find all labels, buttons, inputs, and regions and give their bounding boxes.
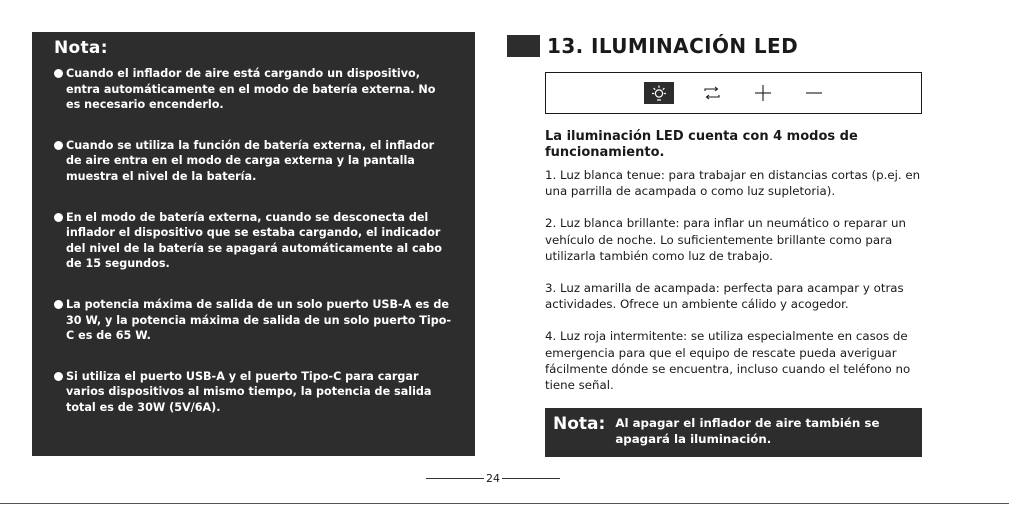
bullet-dot-icon [54,213,63,222]
bullet-dot-icon [54,300,63,309]
led-mode-item: 4. Luz roja intermitente: se utiliza especialmente en casos de emergencia para que el equipo de rescate pueda averiguar fácilmente dónde se encuentra, incluso cuando el teléfono no tiene señal. [545,329,911,393]
bullet-dot-icon [54,141,63,150]
cycle-icon [697,82,727,104]
page-footer [426,472,560,485]
bottom-rule [0,503,1009,504]
left-note-bullet-list [54,66,453,416]
bullet-dot-icon [54,69,63,78]
footer-line-left [426,478,484,479]
section-title: 13. ILUMINACIÓN LED [547,34,799,58]
section-marker [507,35,540,57]
section-header [507,33,798,59]
bullet-item [54,369,453,416]
led-mode-item: 1. Luz blanca tenue: para trabajar en distancias cortas (p.ej. en una parrilla de acampada o como luz supletoria). [545,168,921,199]
led-mode-item: 3. Luz amarilla de acampada: perfecta para acampar y otras actividades. Ofrece un ambiente cálido y acogedor. [545,281,904,312]
bullet-dot-icon [54,372,63,381]
led-control-bar [545,72,922,114]
bullet-text: Si utiliza el puerto USB-A y el puerto Tipo-C para cargar varios dispositivos al mismo tiempo, la potencia de salida total es de 30W (5V/6A). [66,369,432,414]
page-number: 24 [486,472,500,485]
bullet-item [54,138,453,185]
bullet-text: Cuando se utiliza la función de batería externa, el inflador de aire entra en el modo de carga externa y la pantalla muestra el nivel de la batería. [66,138,435,183]
minus-icon [799,82,829,104]
note-text: Al apagar el inflador de aire también se apagará la iluminación. [615,416,880,446]
bullet-text: La potencia máxima de salida de un solo puerto USB-A es de 30 W, y la potencia máxima de salida de un solo puerto Tipo-C es de 65 W. [66,297,452,343]
bullet-text: En el modo de batería externa, cuando se desconecta del inflador el dispositivo que se estaba cargando, el indicador del nivel de la batería se apagará automáticamente al cabo de 15 segundos. [66,210,442,271]
bullet-item [54,66,453,113]
note-label: Nota: [553,414,606,434]
plus-icon [748,82,778,104]
led-content [545,129,930,393]
bullet-item [54,210,453,272]
note-box [545,408,922,457]
led-mode-item: 2. Luz blanca brillante: para inflar un neumático o reparar un vehículo de noche. Lo suficientemente brillante como para utilizarla también como luz de trabajo. [545,216,906,263]
left-note-panel [32,32,475,456]
led-lead-text: La iluminación LED cuenta con 4 modos de funcionamiento. [545,129,858,160]
light-icon [644,82,674,104]
footer-line-right [502,478,560,479]
bullet-text: Cuando el inflador de aire está cargando un dispositivo, entra automáticamente en el modo de batería externa. No es necesario encenderlo. [66,67,436,112]
bullet-item [54,297,453,344]
left-note-title: Nota: [54,38,108,58]
